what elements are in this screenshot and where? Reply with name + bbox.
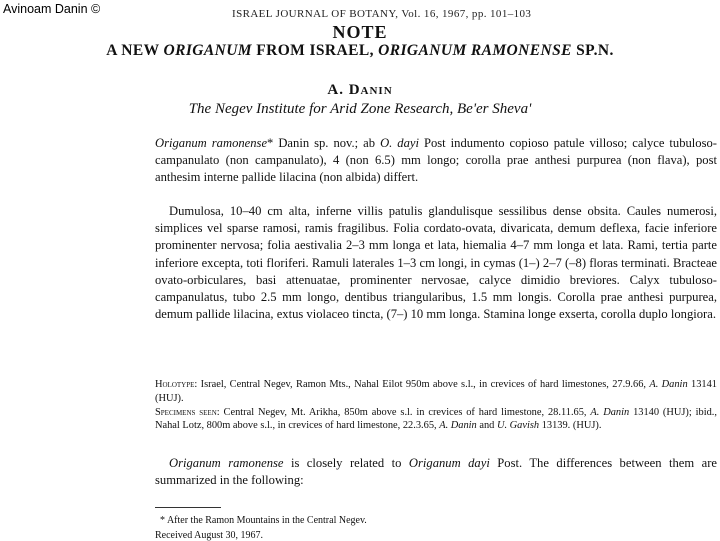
author-name [0, 82, 720, 99]
title-part: FROM ISRAEL, [251, 42, 379, 59]
collector-name: A. Danin [590, 406, 630, 418]
footnote-divider [155, 507, 221, 508]
collector-name: A. Danin [439, 420, 477, 432]
species-name: Origanum ramonense [169, 456, 284, 470]
author-text: A. Danin [327, 82, 393, 98]
specimen-block [155, 378, 717, 433]
description-paragraph [155, 203, 717, 323]
comparison-paragraph [155, 455, 717, 489]
collector-name: A. Danin [649, 379, 688, 390]
footnote: * After the Ramon Mountains in the Central Negev. [160, 515, 367, 526]
collector-name: U. Gavish [496, 420, 540, 432]
specimens-entry [155, 406, 717, 434]
section-heading: NOTE [332, 22, 388, 42]
title-species: ORIGANUM RAMONENSE [378, 42, 572, 59]
received-date: Received August 30, 1967. [155, 530, 264, 541]
diagnosis-paragraph [155, 135, 717, 187]
title-genus: ORIGANUM [163, 42, 252, 59]
article-title [0, 42, 720, 60]
specimens-text: 13139. (HUJ). [539, 420, 602, 432]
institution: The Negev Institute for Arid Zone Research, Be'er Sheva' [188, 101, 532, 117]
journal-header: ISRAEL JOURNAL OF BOTANY, Vol. 16, 1967, pp. 101–103 [232, 8, 532, 20]
title-part: SP.N. [571, 42, 614, 59]
species-name: O. dayi [380, 136, 419, 150]
specimens-text: 13140 (HUJ); ibid., Nahal Lotz, 800m above s.l., in crevices of hard limestone, 22.3.65, [155, 406, 717, 432]
comparison-text: is closely related to [283, 456, 409, 470]
specimens-label: Specimens seen: [155, 406, 220, 418]
description-text: Dumulosa, 10–40 cm alta, inferne villis patulis glandulisque sessilibus dense obsita. Caules numerosi, simplices vel sparse ramosi, ramis fragilibus. Folia cordato-ovata, divaricata, demum deflexa, facie inferiore prominenter nervosa; folia aestivalia 2–3 mm longa et lata, hiemalia 4–7 mm longa et lata. Rami, tertia parte inferiore excepta, toti floriferi. Ramuli laterales 1–3 cm longi, in cymas (1–) 2–7 (–8) floras terminati. Bracteae ovato-orbiculares, basi attenuatae, prominenter nervosae, calyce dimidio breviores. Calyx tubuloso-campanulatus, tubo 2.5 mm longo, dentibus triangularibus, 1.5 mm longis. Corolla prae anthesi purpurea, demum pallide lilacina, extus violaceo tincta, (7–) 10 mm longa. Stamina longe exserta, corolla duplo longiora. [155, 204, 717, 322]
diagnosis-text: Post indumento copioso patule villoso; calyce tubuloso-campanulato (non campanulato), 4 (non 6.5) mm longo; corolla prae anthesi purpurea (non flava), post anthesim interne pallide lilacina (non albida) differt. [155, 136, 717, 185]
holotype-text: Israel, Central Negev, Ramon Mts., Nahal Eilot 950m above s.l., in crevices of hard limestones, 27.9.66, [197, 379, 650, 390]
copyright-watermark: Avinoam Danin © [3, 2, 101, 16]
diagnosis-text: * Danin sp. nov.; ab [267, 136, 381, 150]
species-name: Origanum dayi [408, 456, 490, 470]
title-part: A NEW [106, 42, 164, 59]
holotype-label: Holotype: [155, 379, 198, 390]
specimens-text: Central Negev, Mt. Arikha, 850m above s.l. in crevices of hard limestone, 28.11.65, [219, 406, 591, 418]
species-name: Origanum ramonense [155, 136, 268, 150]
holotype-text: 13141 (HUJ). [155, 379, 717, 404]
comparison-text: Post. The differences between them are summarized in the following: [155, 456, 717, 488]
specimens-text: and [476, 420, 497, 432]
holotype-entry [155, 378, 717, 406]
